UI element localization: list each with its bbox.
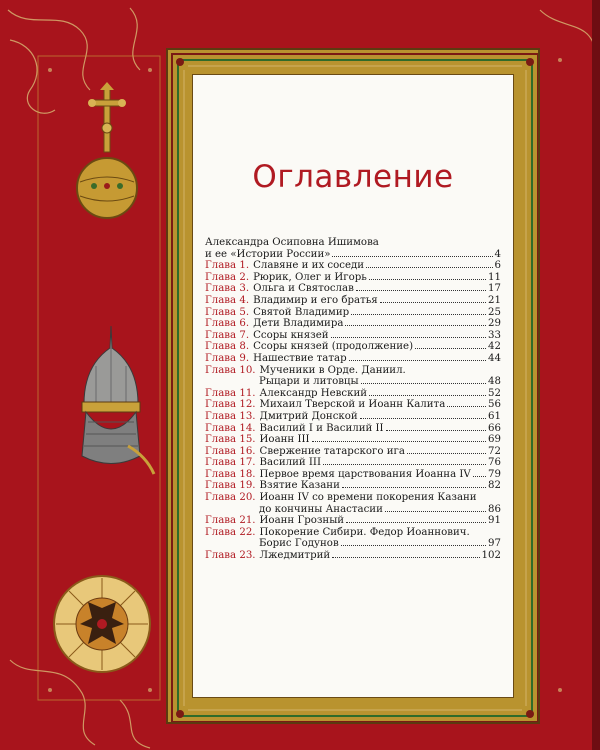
dot-leader [369,279,486,280]
dot-leader [407,453,486,454]
toc-entry[interactable] [205,515,501,527]
dot-leader [415,348,486,349]
chapter-title: Василий I и Василий II [259,422,384,434]
toc-entry[interactable] [205,341,501,353]
chapter-label: Глава 13. [205,410,256,422]
scepter-orb-icon [72,82,142,222]
dot-leader [312,441,487,442]
chapter-label: Глава 11. [205,387,256,399]
page-number: 29 [488,318,501,330]
table-of-contents [205,237,501,562]
chapter-label: Глава 5. [205,306,250,318]
page-number: 17 [488,283,501,295]
chapter-title: Дмитрий Донской [259,410,358,422]
chapter-title: Ссоры князей (продолжение) [253,341,414,353]
page-edge-shadow [592,0,600,750]
chapter-label: Глава 6. [205,318,250,330]
dot-leader [366,267,492,268]
page-number: 52 [488,387,501,399]
dot-leader [369,395,486,396]
helmet-icon [66,326,156,476]
toc-entry[interactable] [205,260,501,272]
dot-leader [323,464,486,465]
chapter-title: Мученики в Орде. Даниил. [259,364,406,376]
page-number: 48 [488,376,501,388]
dot-leader [386,430,486,431]
dot-leader [380,302,486,303]
chapter-label: Глава 15. [205,434,256,446]
dot-leader [360,418,486,419]
eagle-medallion-icon [52,574,152,674]
dot-leader [473,476,486,477]
chapter-title: Дети Владимира [253,318,344,330]
toc-entry[interactable] [205,480,501,492]
page-number: 69 [488,434,501,446]
page-number: 42 [488,341,501,353]
chapter-label: Глава 8. [205,341,250,353]
toc-entry[interactable] [205,423,501,435]
page-number: 79 [488,468,501,480]
page-number: 25 [488,306,501,318]
page-number: 76 [488,457,501,469]
toc-entry-continuation[interactable] [205,376,501,388]
page-number: 66 [488,422,501,434]
page-number: 61 [488,410,501,422]
chapter-title: Василий III [259,457,321,469]
chapter-label: Глава 22. [205,526,256,538]
page-number: 21 [488,294,501,306]
toc-entry[interactable] [205,492,501,504]
intro-line-2: и ее «Истории России» [205,248,331,260]
chapter-label: Глава 3. [205,283,250,295]
toc-entry[interactable] [205,550,501,562]
dot-leader [361,383,486,384]
page-number: 33 [488,329,501,341]
chapter-label: Глава 4. [205,294,250,306]
page-number: 102 [481,550,501,562]
chapter-title: Покорение Сибири. Федор Иоаннович. [259,526,470,538]
contents-panel [192,74,514,698]
page-number: 4 [494,248,501,260]
chapter-list [205,260,501,561]
dot-leader [349,360,486,361]
chapter-title-continued: Борис Годунов [259,538,339,550]
chapter-label: Глава 20. [205,492,256,504]
chapter-title: Михаил Тверской и Иоанн Калита [259,399,446,411]
chapter-title: Святой Владимир [253,306,350,318]
chapter-label: Глава 23. [205,550,256,562]
toc-entry[interactable] [205,411,501,423]
chapter-title: Первое время царствования Иоанна IV [259,468,471,480]
toc-entry[interactable] [205,283,501,295]
chapter-title: Иоанн IV со времени покорения Казани [259,492,477,504]
chapter-title: Взятие Казани [259,480,340,492]
dot-leader [332,256,492,257]
page-number: 91 [488,515,501,527]
dot-leader [341,545,486,546]
page-number: 11 [488,271,501,283]
toc-entry[interactable] [205,353,501,365]
dot-leader [356,290,486,291]
dot-leader [331,337,487,338]
chapter-title: Рюрик, Олег и Игорь [253,271,367,283]
page-title: Оглавление [252,159,454,195]
page-number: 44 [488,352,501,364]
toc-entry[interactable] [205,457,501,469]
dot-leader [447,406,486,407]
chapter-label: Глава 17. [205,457,256,469]
chapter-label: Глава 1. [205,260,250,272]
chapter-label: Глава 14. [205,422,256,434]
page-number: 82 [488,480,501,492]
chapter-label: Глава 19. [205,480,256,492]
page-number: 97 [488,538,501,550]
chapter-title: Александр Невский [259,387,368,399]
chapter-title: Иоанн III [259,434,310,446]
intro-line-1: Александра Осиповна Ишимова [205,237,379,248]
gold-frame [166,48,540,724]
chapter-label: Глава 16. [205,445,256,457]
page-number: 86 [488,503,501,515]
chapter-label: Глава 18. [205,468,256,480]
intro-entry[interactable] [205,249,501,261]
dot-leader [345,325,486,326]
toc-entry-continuation[interactable] [205,504,501,516]
toc-entry[interactable] [205,295,501,307]
toc-entry[interactable] [205,388,501,400]
chapter-title: Ссоры князей [253,329,329,341]
chapter-title-continued: до кончины Анастасии [259,503,383,515]
chapter-title: Ольга и Святослав [253,283,354,295]
toc-entry[interactable] [205,446,501,458]
chapter-label: Глава 7. [205,329,250,341]
chapter-title-continued: Рыцари и литовцы [259,376,359,388]
toc-entry[interactable] [205,399,501,411]
toc-entry[interactable] [205,330,501,342]
chapter-title: Славяне и их соседи [253,260,365,272]
toc-entry[interactable] [205,318,501,330]
toc-entry[interactable] [205,307,501,319]
toc-entry[interactable] [205,365,501,377]
chapter-label: Глава 2. [205,271,250,283]
dot-leader [385,511,486,512]
chapter-label: Глава 21. [205,515,256,527]
dot-leader [332,557,479,558]
toc-entry[interactable] [205,527,501,539]
chapter-title: Владимир и его братья [253,294,378,306]
chapter-title: Свержение татарского ига [259,445,405,457]
chapter-title: Иоанн Грозный [259,515,345,527]
toc-entry-continuation[interactable] [205,538,501,550]
toc-entry[interactable] [205,272,501,284]
page-number: 6 [494,260,501,272]
chapter-title: Нашествие татар [253,352,347,364]
chapter-title: Лжедмитрий [259,550,331,562]
toc-entry[interactable] [205,469,501,481]
dot-leader [351,314,486,315]
chapter-label: Глава 12. [205,399,256,411]
dot-leader [346,522,486,523]
toc-entry[interactable] [205,434,501,446]
page-number: 56 [488,399,501,411]
chapter-label: Глава 9. [205,352,250,364]
chapter-label: Глава 10. [205,364,256,376]
dot-leader [342,487,486,488]
page-number: 72 [488,445,501,457]
